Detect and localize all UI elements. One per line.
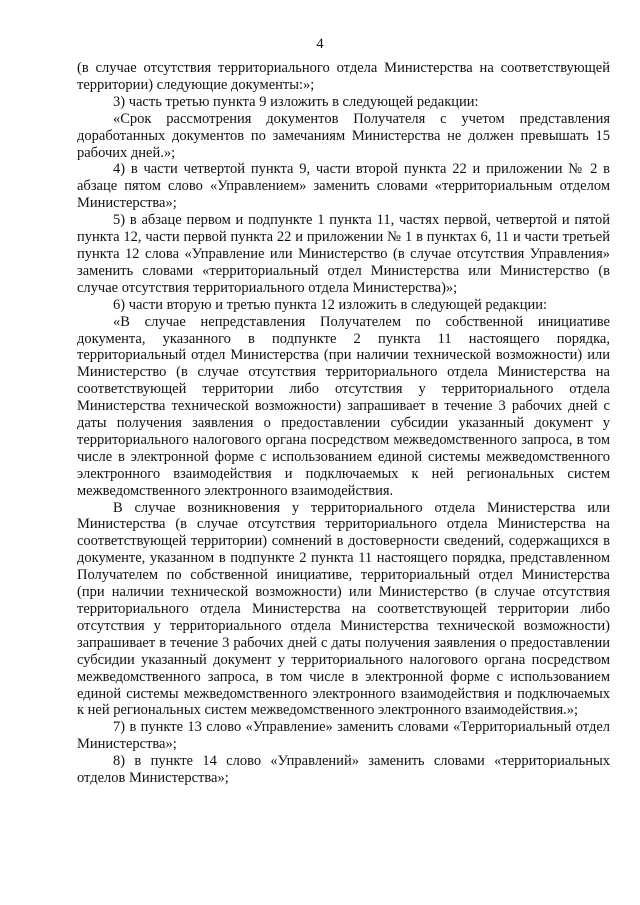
page-number: 4 — [316, 36, 324, 52]
paragraph-item-6: 6) части вторую и третью пункта 12 изложить в следующей редакции: — [113, 296, 548, 313]
document-body — [77, 60, 610, 787]
paragraph-item-4: 4) в части четвертой пункта 9, части второй пункта 22 и приложении № 2 в абзаце пятом слово «Управлением» заменить словами «территориальным отделом Министерства»; — [77, 161, 610, 212]
paragraph-continuation: (в случае отсутствия территориального отдела Министерства на соответствующей территории) следующие документы:»; — [77, 60, 610, 93]
paragraph-item-5: 5) в абзаце первом и подпункте 1 пункта 11, частях первой, четвертой и пятой пункта 12, части первой пункта 22 и приложении № 1 в пунктах 6, 11 и части третьей пункта 12 слова «Управление или Министерство (в случае отсутствия Управления» заменить словами «территориальный отдел Министерства или Министерство (в случае отсутствия территориального отдела Министерства)»; — [77, 212, 610, 296]
paragraph-quote-non-submission: «В случае непредставления Получателем по собственной инициативе документа, указанного в подпункте 2 пункта 11 настоящего порядка, территориальный отдел Министерства (при наличии технической возможности) или Министерство (в случае отсутствия территориального отдела Министерства на соответствующей территории либо отсутствия у территориального отдела Министерства технической возможности) запрашивает в течение 3 рабочих дней с даты получения заявления о предоставлении субсидии указанный документ у территориального налогового органа посредством межведомственного запроса, в том числе в электронной форме с использованием единой системы межведомственного электронного взаимодействия и подключаемых к ней региональных систем межведомственного электронного взаимодействия. — [77, 313, 610, 499]
paragraph-item-3: 3) часть третью пункта 9 изложить в следующей редакции: — [113, 93, 479, 110]
paragraph-quote-doubts: В случае возникновения у территориального отдела Министерства или Министерства (в случае отсутствия территориального отдела Министерства на соответствующей территории) сомнений в достоверности сведений, содержащихся в документе, указанном в подпункте 2 пункта 11 настоящего порядка, представленном Получателем по собственной инициативе, территориальный отдел Министерства (при наличии технической возможности) или Министерство (в случае отсутствия территориального отдела Министерства на соответствующей территории либо отсутствия у территориального отдела Министерства технической возможности) запрашивает в течение 3 рабочих дней с даты получения заявления о предоставлении субсидии указанный документ у территориального налогового органа посредством межведомственного запроса, в том числе в электронной форме с использованием единой системы межведомственного электронного взаимодействия и подключаемых к ней региональных систем межведомственного электронного взаимодействия.»; — [77, 499, 610, 719]
paragraph-item-8: 8) в пункте 14 слово «Управлений» заменить словами «территориальных отделов Министерства»; — [77, 753, 610, 787]
paragraph-item-7: 7) в пункте 13 слово «Управление» заменить словами «Территориальный отдел Министерства»; — [77, 719, 610, 753]
paragraph-quote-review-period: «Срок рассмотрения документов Получателя с учетом представления доработанных документов по замечаниям Министерства не должен превышать 15 рабочих дней.»; — [77, 110, 610, 161]
